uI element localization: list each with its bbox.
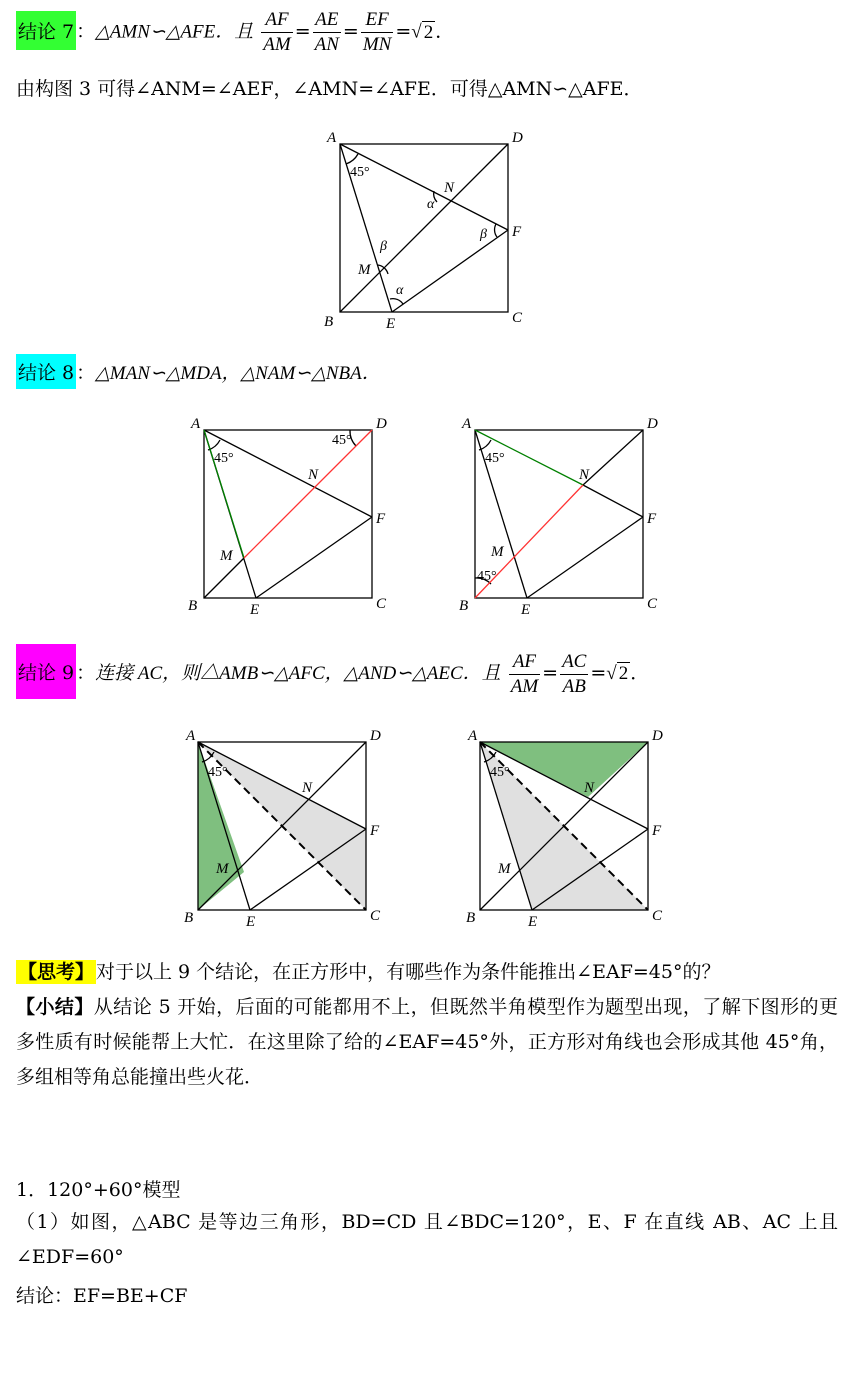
fraction-af-am: $\frac{AF}{AM}$ xyxy=(510,650,539,697)
sqrt-two: √ 2 xyxy=(606,663,629,684)
label-m: M xyxy=(358,262,371,278)
label-e: E xyxy=(386,316,396,332)
label-45-d: 45° xyxy=(332,433,352,448)
fraction-af-am: $\frac{AF}{AM}$ xyxy=(263,9,291,55)
label-e: E xyxy=(528,914,538,930)
label-a: A xyxy=(327,130,337,146)
label-n: N xyxy=(579,467,590,483)
section-problem: （1）如图，△ABC 是等边三角形，BD=CD 且∠BDC=120°，E、F 在直线 AB、AC 上且∠EDF=60° xyxy=(16,1211,838,1268)
label-m: M xyxy=(220,548,233,564)
label-a: A xyxy=(468,728,478,744)
conclusion-9-tag: 结论 9 xyxy=(16,644,76,699)
label-45: 45° xyxy=(490,765,510,780)
label-beta-m: β xyxy=(380,239,387,254)
label-c: C xyxy=(512,310,523,326)
conclusion-9-statement: 连接 AC，则△AMB∽△AFC，△AND∽△AEC．且 xyxy=(95,663,501,684)
label-alpha-e: α xyxy=(396,283,404,298)
conclusion-7-tag: 结论 7 xyxy=(16,11,76,50)
label-45-a: 45° xyxy=(214,451,234,466)
summary-text: 从结论 5 开始，后面的可能都用不上，但既然半角模型作为题型出现，了解下图形的更多性质有时候能帮上大忙．在这里除了给的∠EAF=45°外，正方形对角线也会形成其他 45°角，多组相等角总能撞出些火花． xyxy=(16,996,838,1088)
label-beta-f: β xyxy=(480,227,487,242)
conclusion-8-statement: △MAN∽△MDA，△NAM∽△NBA． xyxy=(95,363,381,384)
label-d: D xyxy=(512,130,523,146)
label-f: F xyxy=(652,823,662,839)
label-m: M xyxy=(498,861,511,877)
figure-conclusion-9-left xyxy=(184,722,404,932)
label-b: B xyxy=(459,598,469,614)
think-tag: 【思考】 xyxy=(18,961,95,983)
label-d: D xyxy=(376,416,387,432)
label-f: F xyxy=(512,224,522,240)
conclusion-7-line: 结论 7 ：△AMN∽△AFE．且 $\frac{AF}{AM}$ = $\frac{AE}{AN}$ = $\frac{EF}{MN}$ =√ 2 ． xyxy=(18,9,455,55)
think-paragraph xyxy=(16,955,838,990)
label-n: N xyxy=(308,467,319,483)
fraction-ef-mn: $\frac{EF}{MN}$ xyxy=(362,9,392,55)
figure-conclusion-8-left xyxy=(184,410,404,620)
section-conclusion: 结论：EF=BE+CF xyxy=(16,1285,188,1307)
conclusion-8-tag: 结论 8 xyxy=(16,354,76,389)
label-c: C xyxy=(652,908,663,924)
figure-conclusion-8-right xyxy=(455,410,675,620)
conclusion-9-line: 结论 9 ：连接 AC，则△AMB∽△AFC，△AND∽△AEC．且 $\frac{AF}{AM}$ = $\frac{AC}{AB}$ =√ 2 ． xyxy=(16,644,649,699)
label-e: E xyxy=(250,602,260,618)
label-m: M xyxy=(216,861,229,877)
think-text: 对于以上 9 个结论，在正方形中，有哪些作为条件能推出∠EAF=45°的？ xyxy=(96,961,721,983)
label-d: D xyxy=(652,728,663,744)
label-45-b: 45° xyxy=(477,569,497,584)
label-b: B xyxy=(466,910,476,926)
label-e: E xyxy=(246,914,256,930)
label-b: B xyxy=(184,910,194,926)
label-n: N xyxy=(444,180,455,196)
summary-paragraph xyxy=(16,990,838,1095)
label-e: E xyxy=(521,602,531,618)
label-f: F xyxy=(376,511,386,527)
label-a: A xyxy=(462,416,472,432)
label-n: N xyxy=(302,780,313,796)
fraction-ae-an: $\frac{AE}{AN}$ xyxy=(314,9,339,55)
label-f: F xyxy=(370,823,380,839)
label-45-a: 45° xyxy=(485,451,505,466)
label-c: C xyxy=(370,908,381,924)
label-c: C xyxy=(647,596,658,612)
label-a: A xyxy=(191,416,201,432)
summary-tag: 【小结】 xyxy=(16,996,94,1018)
label-b: B xyxy=(188,598,198,614)
figure-conclusion-7 xyxy=(320,122,540,332)
label-d: D xyxy=(370,728,381,744)
conclusion-7-derivation: 由构图 3 可得∠ANM=∠AEF，∠AMN=∠AFE．可得△AMN∽△AFE． xyxy=(16,78,643,100)
label-n: N xyxy=(584,780,595,796)
label-a: A xyxy=(186,728,196,744)
label-f: F xyxy=(647,511,657,527)
label-alpha-n: α xyxy=(427,197,435,212)
section-heading: 1．120°+60°模型 xyxy=(16,1179,181,1201)
label-d: D xyxy=(647,416,658,432)
label-b: B xyxy=(324,314,334,330)
label-c: C xyxy=(376,596,387,612)
fraction-ac-ab: $\frac{AC}{AB}$ xyxy=(562,650,587,697)
conclusion-7-statement: △AMN∽△AFE．且 xyxy=(95,21,254,43)
conclusion-8-line: 结论 8 ：△MAN∽△MDA，△NAM∽△NBA． xyxy=(16,354,381,389)
label-45: 45° xyxy=(208,765,228,780)
figure-conclusion-9-right xyxy=(466,722,686,932)
label-45: 45° xyxy=(350,165,370,180)
sqrt-two: √ 2 xyxy=(411,21,434,43)
label-m: M xyxy=(491,544,504,560)
